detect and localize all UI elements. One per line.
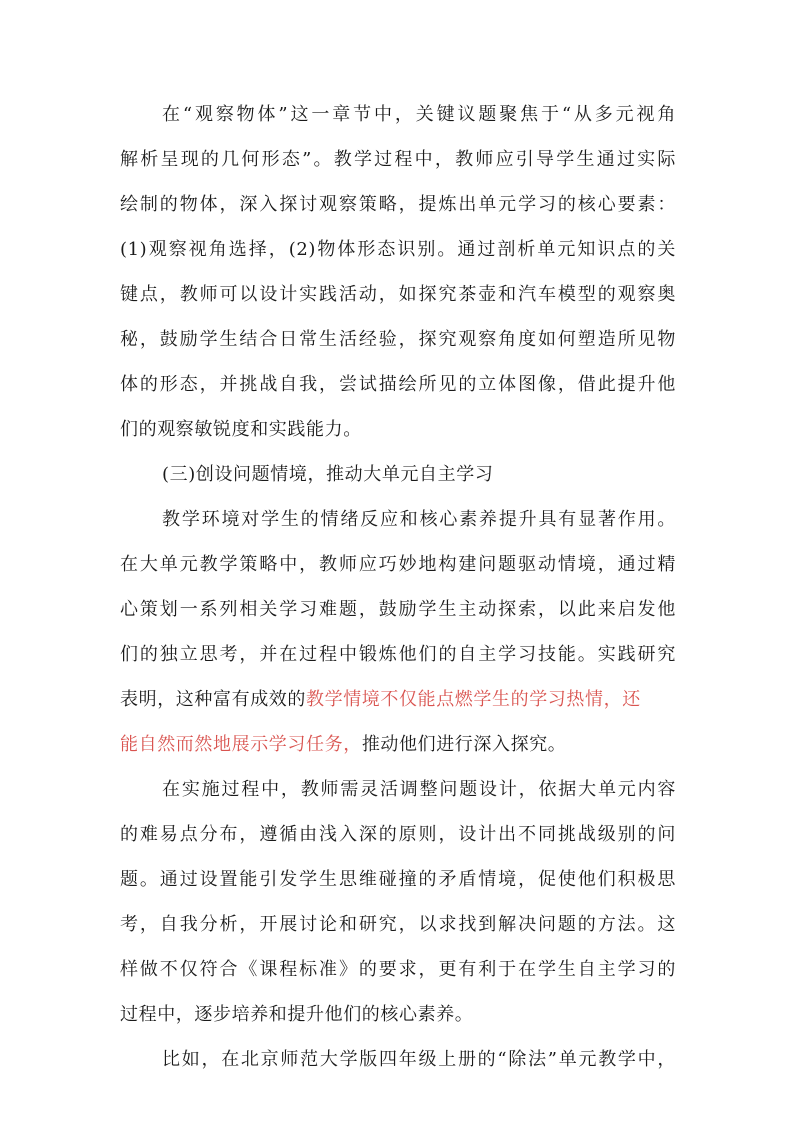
para1-line-7: 体的形态，并挑战自我，尝试描绘所见的立体图像，借此提升他 — [120, 374, 676, 395]
highlighted-text-cont: 能自然而然地展示学习任务， — [120, 734, 362, 755]
para1-line-2: 解析呈现的几何形态”。教学过程中，教师应引导学生通过实际 — [120, 149, 676, 170]
para3-line-1: 在实施过程中，教师需灵活调整问题设计，依据大单元内容 — [162, 779, 676, 800]
para1-line-5: 键点，教师可以设计实践活动，如探究茶壶和汽车模型的观察奥 — [120, 284, 676, 305]
para1-line-3: 绘制的物体，深入探讨观察策略，提炼出单元学习的核心要素： — [120, 194, 676, 215]
section-heading: (三)创设问题情境，推动大单元自主学习 — [162, 464, 494, 485]
para3-line-2: 的难易点分布，遵循由浅入深的原则，设计出不同挑战级别的问 — [120, 824, 676, 845]
para2-line-2: 在大单元教学策略中，教师应巧妙地构建问题驱动情境，通过精 — [120, 554, 676, 575]
para2-line-5-normal: 表明，这种富有成效的 — [120, 689, 306, 710]
para2-line-6-normal: 推动他们进行深入探究。 — [361, 734, 567, 755]
para1-line-8: 们的观察敏锐度和实践能力。 — [120, 419, 362, 440]
para1-line-6: 秘，鼓励学生结合日常生活经验，探究观察角度如何塑造所见物 — [120, 329, 676, 350]
para2-line-1: 教学环境对学生的情绪反应和核心素养提升具有显著作用。 — [162, 509, 676, 530]
para1-line-4: (1)观察视角选择，(2)物体形态识别。通过剖析单元知识点的关 — [120, 239, 676, 260]
para2-line-5 — [120, 682, 676, 718]
highlighted-text: 教学情境不仅能点燃学生的学习热情，还 — [306, 689, 641, 710]
para3-line-5: 样做不仅符合《课程标准》的要求，更有利于在学生自主学习的 — [120, 959, 676, 980]
para3-line-4: 考，自我分析，开展讨论和研究，以求找到解决问题的方法。这 — [120, 914, 676, 935]
para2-line-4: 们的独立思考，并在过程中锻炼他们的自主学习技能。实践研究 — [120, 644, 676, 665]
para1-line-1: 在“观察物体”这一章节中，关键议题聚焦于“从多元视角 — [162, 104, 676, 125]
para3-line-6: 过程中，逐步培养和提升他们的核心素养。 — [120, 1004, 474, 1025]
para2-line-6 — [120, 727, 676, 763]
para4-line-1: 比如，在北京师范大学版四年级上册的“除法”单元教学中， — [162, 1049, 676, 1070]
para2-line-3: 心策划一系列相关学习难题，鼓励学生主动探索，以此来启发他 — [120, 599, 676, 620]
para3-line-3: 题。通过设置能引发学生思维碰撞的矛盾情境，促使他们积极思 — [120, 869, 676, 890]
